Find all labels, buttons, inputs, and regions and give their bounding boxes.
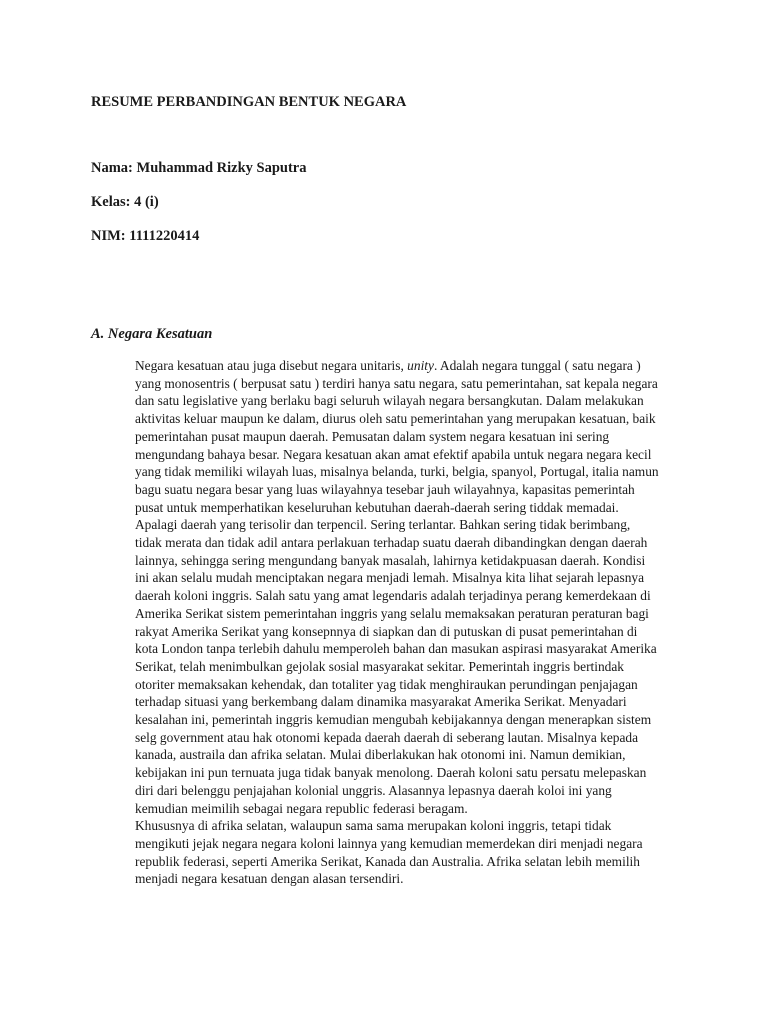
body-line: kemudian meimilih sebagai negara republic federasi beragam. <box>135 800 468 816</box>
body-line: selg government atau hak otonomi kepada daerah daerah di seberang lautan. Misalnya kepada <box>135 729 639 745</box>
student-name: Nama: Muhammad Rizky Saputra <box>91 160 307 176</box>
body-line-1-start: Negara kesatuan atau juga disebut negara unitaris, <box>135 358 408 373</box>
body-line: pusat untuk memperhatikan keseluruhan kebutuhan daerah-daerah sering tiddak memadai. <box>135 499 619 515</box>
body-line: kesalahan ini, pemerintah inggris kemudian mengubah kebijakannya dengan menerapkan sistem <box>135 712 652 728</box>
unity-term: unity <box>407 358 434 373</box>
body-line: aktivitas keluar maupun ke dalam, diurus oleh satu pemerintahan yang merupakan kesatuan, baik <box>135 411 656 427</box>
body-line: mengundang bahaya besar. Negara kesatuan akan amat efektif apabila untuk negara negara kecil <box>135 446 652 462</box>
body-line: yang monosentris ( berpusat satu ) terdiri hanya satu negara, satu pemerintahan, sat kepala negara <box>135 375 658 391</box>
body-line: tidak merata dan tidak adil antara perlakuan terhadap suatu daerah dibandingkan dengan daerah <box>135 535 648 551</box>
student-nim: NIM: 1111220414 <box>91 228 200 244</box>
body-line: terhadap situasi yang berkembang dalam dinamika masyarakat Amerika Serikat. Menyadari <box>135 694 627 710</box>
body-line: Amerika Serikat sistem pemerintahan inggris yang selalu memaksakan peraturan peraturan bagi <box>135 605 649 621</box>
body-line: pemerintahan pusat maupun daerah. Pemusatan dalam system negara kesatuan ini sering <box>135 428 610 444</box>
body-line: diri dari belenggu penjajahan kolonial unggris. Alasannya lepasnya daerah koloi ini yang <box>135 782 612 798</box>
body-line: kanada, austraila dan afrika selatan. Mulai diberlakukan hak otonomi ini. Namun demikian, <box>135 747 626 763</box>
body-line-1 <box>135 357 680 375</box>
body-line: Apalagi daerah yang terisolir dan terpencil. Sering terlantar. Bahkan sering tidak berimbang, <box>135 517 631 533</box>
body-line: otoriter memaksakan kehendak, dan totaliter yag tidak menghiraukan perundingan penjajagan <box>135 676 638 692</box>
body-line: Serikat, telah menimbulkan gejolak sosial masyarakat sekitar. Pemerintah inggris bertindak <box>135 658 624 674</box>
body-line-1-end: . Adalah negara tunggal ( satu negara ) <box>433 358 641 373</box>
body-line: lainnya, sehingga sering mengundang banyak masalah, lahirnya ketidakpuasan daerah. Kondisi <box>135 552 646 568</box>
student-class: Kelas: 4 (i) <box>91 194 159 210</box>
body-line: bagu suatu negara besar yang luas wilayahnya tesebar jauh wilayahnya, kapasitas pemerintah <box>135 481 635 497</box>
section-heading: A. Negara Kesatuan <box>91 326 213 342</box>
body-line: menjadi negara kesatuan dengan alasan tersendiri. <box>135 871 404 887</box>
body-line: dan satu legislative yang berlaku bagi seluruh wilayah negara bersangkutan. Dalam melakukan <box>135 393 644 409</box>
document-title: RESUME PERBANDINGAN BENTUK NEGARA <box>91 94 407 110</box>
body-line: yang tidak memiliki wilayah luas, misalnya belanda, turki, belgia, spanyol, Portugal, italia namun <box>135 464 659 480</box>
body-line: daerah koloni inggris. Salah satu yang amat legendaris adalah terjadinya perang kemerdekaan di <box>135 588 651 604</box>
body-line: republik federasi, seperti Amerika Serikat, Kanada dan Australia. Afrika selatan lebih memilih <box>135 853 640 869</box>
body-line: rakyat Amerika Serikat yang konsepnnya di siapkan dan di putuskan di pusat pemerintahan di <box>135 623 638 639</box>
body-line: ini akan selalu mudah menciptakan negara menjadi lemah. Misalnya kita lihat sejarah lepasnya <box>135 570 645 586</box>
body-line: mengikuti jejak negara negara koloni lainnya yang kemudian memerdekan diri menjadi negara <box>135 835 643 851</box>
body-line: kebijakan ini pun ternuata juga tidak banyak menolong. Daerah koloni satu persatu melepaskan <box>135 765 647 781</box>
section-body <box>135 357 680 888</box>
body-line: Khususnya di afrika selatan, walaupun sama sama merupakan koloni inggris, tetapi tidak <box>135 818 612 834</box>
body-line: kota London tanpa terlebih dahulu memperoleh bahan dan masukan aspirasi masyarakat Amerika <box>135 641 657 657</box>
